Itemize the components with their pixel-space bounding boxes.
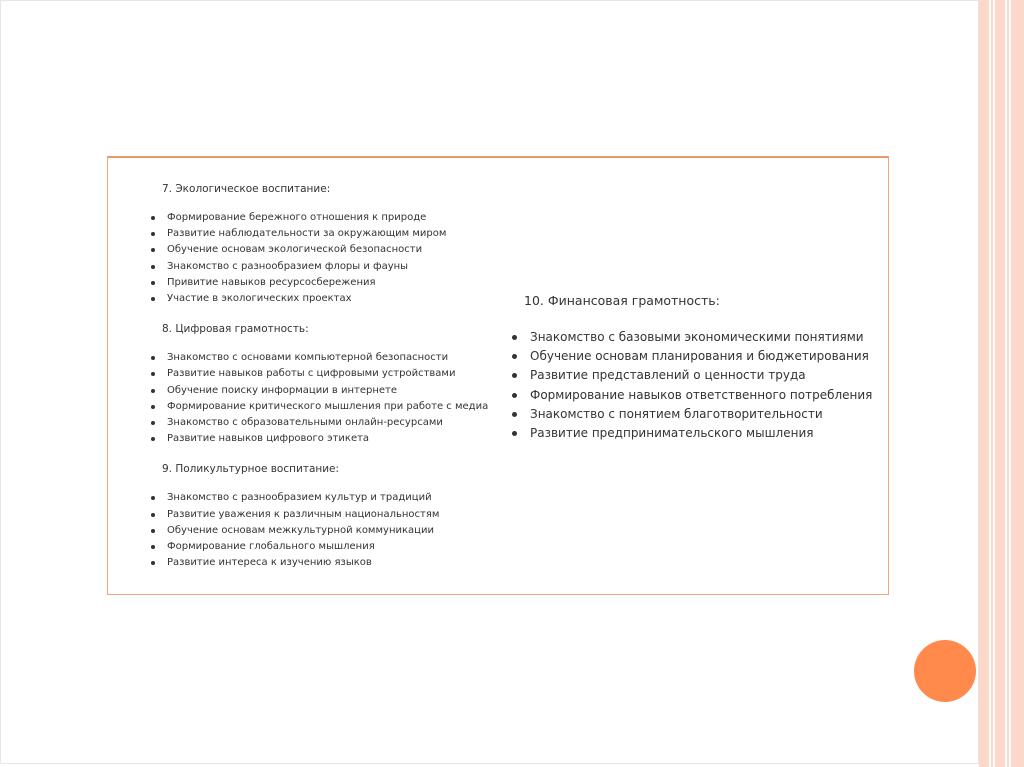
list-item: Знакомство с образовательными онлайн-ресурсами bbox=[148, 415, 498, 431]
stripe bbox=[1007, 0, 1009, 767]
list-item: Знакомство с базовыми экономическими понятиями bbox=[509, 328, 879, 347]
decorative-stripes bbox=[979, 0, 1024, 767]
section-multicultural bbox=[148, 462, 498, 571]
list-item: Формирование глобального мышления bbox=[148, 539, 498, 555]
stripe bbox=[1011, 0, 1024, 767]
list-item: Знакомство с понятием благотворительности bbox=[509, 405, 879, 424]
list-item: Развитие интереса к изучению языков bbox=[148, 555, 498, 571]
section-title-financial: 10. Финансовая грамотность: bbox=[524, 293, 720, 308]
list-item: Знакомство с разнообразием культур и традиций bbox=[148, 490, 498, 506]
left-column bbox=[148, 182, 498, 586]
stripe bbox=[995, 0, 1005, 767]
list-item: Обучение основам планирования и бюджетирования bbox=[509, 347, 879, 366]
section-title: 9. Поликультурное воспитание: bbox=[162, 463, 340, 476]
section-title: 8. Цифровая грамотность: bbox=[162, 323, 309, 336]
list-item: Развитие уважения к различным национальностям bbox=[148, 507, 498, 523]
list-item: Знакомство с основами компьютерной безопасности bbox=[148, 350, 498, 366]
list-item: Развитие представлений о ценности труда bbox=[509, 366, 879, 385]
list-item: Участие в экологических проектах bbox=[148, 291, 498, 307]
list-item: Привитие навыков ресурсосбережения bbox=[148, 275, 498, 291]
list-item: Обучение основам экологической безопасности bbox=[148, 242, 498, 258]
stripe bbox=[991, 0, 993, 767]
list-item: Формирование критического мышления при работе с медиа bbox=[148, 399, 498, 415]
decorative-circle bbox=[914, 640, 976, 702]
item-list bbox=[148, 350, 498, 447]
list-item: Формирование навыков ответственного потребления bbox=[509, 386, 879, 405]
list-item: Обучение основам межкультурной коммуникации bbox=[148, 523, 498, 539]
list-item: Развитие навыков работы с цифровыми устройствами bbox=[148, 366, 498, 382]
list-item: Формирование бережного отношения к природе bbox=[148, 210, 498, 226]
content-image bbox=[107, 156, 889, 595]
list-item: Развитие навыков цифрового этикета bbox=[148, 431, 498, 447]
section-digital bbox=[148, 322, 498, 447]
list-item: Знакомство с разнообразием флоры и фауны bbox=[148, 259, 498, 275]
list-item: Обучение поиску информации в интернете bbox=[148, 383, 498, 399]
item-list bbox=[509, 328, 879, 443]
section-title: 7. Экологическое воспитание: bbox=[162, 183, 331, 195]
item-list bbox=[148, 490, 498, 571]
list-item: Развитие предпринимательского мышления bbox=[509, 424, 879, 443]
item-list bbox=[148, 210, 498, 307]
stripe bbox=[979, 0, 989, 767]
section-ecological bbox=[148, 182, 498, 307]
right-column bbox=[509, 292, 879, 443]
list-item: Развитие наблюдательности за окружающим миром bbox=[148, 226, 498, 242]
